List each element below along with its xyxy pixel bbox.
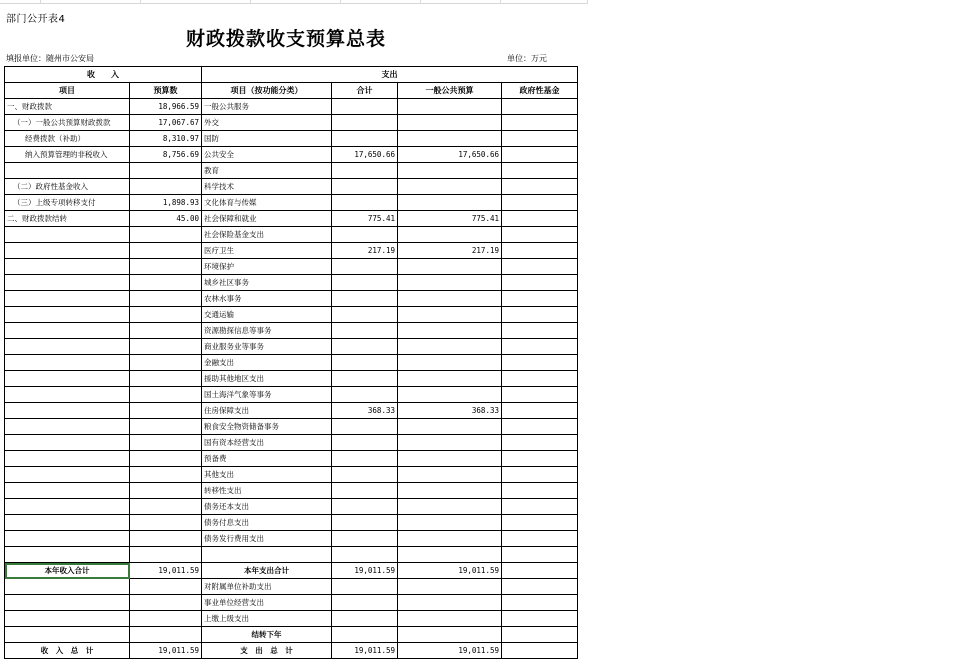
expense-fund-cell[interactable]	[502, 355, 578, 371]
income-item-cell[interactable]	[5, 531, 130, 547]
table-row	[5, 179, 578, 195]
expense-total-cell[interactable]	[332, 259, 398, 275]
table-row	[5, 451, 578, 467]
budget-table	[4, 66, 578, 659]
expense-total-cell[interactable]	[332, 483, 398, 499]
expense-fund-cell[interactable]	[502, 499, 578, 515]
income-budget-cell[interactable]	[130, 291, 202, 307]
expense-general-cell[interactable]	[398, 579, 502, 595]
expense-item-cell[interactable]: 转移性支出	[202, 483, 332, 499]
income-budget-cell[interactable]	[130, 467, 202, 483]
expense-item-cell[interactable]: 交通运输	[202, 307, 332, 323]
expense-fund-cell[interactable]	[502, 579, 578, 595]
page-title: 财政拨款收支预算总表	[185, 28, 386, 50]
expense-total-cell[interactable]	[332, 227, 398, 243]
expense-fund-cell[interactable]	[502, 243, 578, 259]
expense-total-cell[interactable]	[332, 419, 398, 435]
income-item-cell[interactable]	[5, 275, 130, 291]
expense-item-cell[interactable]: 预备费	[202, 451, 332, 467]
expense-fund-cell[interactable]	[502, 547, 578, 563]
income-budget-cell[interactable]	[130, 547, 202, 563]
expense-item-cell[interactable]: 教育	[202, 163, 332, 179]
expense-header[interactable]: 支出	[202, 67, 578, 83]
expense-item-cell[interactable]: 对附属单位补助支出	[202, 579, 332, 595]
expense-item-cell[interactable]: 上缴上级支出	[202, 611, 332, 627]
expense-general-cell[interactable]	[398, 595, 502, 611]
income-item-cell[interactable]	[5, 403, 130, 419]
income-item-cell[interactable]	[5, 419, 130, 435]
expense-total-cell[interactable]	[332, 387, 398, 403]
income-budget-cell[interactable]	[130, 435, 202, 451]
income-item-cell[interactable]	[5, 611, 130, 627]
table-row	[5, 323, 578, 339]
expense-general-cell[interactable]: 775.41	[398, 211, 502, 227]
expense-general-cell[interactable]	[398, 339, 502, 355]
table-row	[5, 387, 578, 403]
income-budget-cell[interactable]	[130, 307, 202, 323]
table-row	[5, 579, 578, 595]
expense-general-cell[interactable]	[398, 131, 502, 147]
income-budget-cell[interactable]: 8,756.69	[130, 147, 202, 163]
expense-general-cell[interactable]	[398, 371, 502, 387]
expense-general-cell[interactable]	[398, 387, 502, 403]
expense-fund-cell[interactable]	[502, 259, 578, 275]
col-item-header[interactable]: 项目	[5, 83, 130, 99]
expense-general-cell[interactable]	[398, 547, 502, 563]
expense-fund-cell[interactable]	[502, 419, 578, 435]
grand-expense-general-value[interactable]: 19,011.59	[398, 643, 502, 659]
expense-fund-cell[interactable]	[502, 371, 578, 387]
table-row	[5, 371, 578, 387]
expense-general-cell[interactable]	[398, 499, 502, 515]
income-item-cell[interactable]	[5, 259, 130, 275]
income-item-cell[interactable]	[5, 627, 130, 643]
grand-expense-fund-value[interactable]	[502, 643, 578, 659]
expense-item-cell[interactable]: 住房保障支出	[202, 403, 332, 419]
expense-item-cell[interactable]: 金融支出	[202, 355, 332, 371]
expense-fund-cell[interactable]	[502, 291, 578, 307]
income-item-cell[interactable]	[5, 483, 130, 499]
income-item-cell[interactable]	[5, 515, 130, 531]
expense-general-cell[interactable]	[398, 627, 502, 643]
table-row	[5, 355, 578, 371]
header-row-1	[5, 67, 578, 83]
income-item-cell[interactable]: 二、财政拨款结转	[5, 211, 130, 227]
expense-fund-cell[interactable]	[502, 307, 578, 323]
table-row	[5, 467, 578, 483]
expense-general-cell[interactable]	[398, 419, 502, 435]
expense-general-cell[interactable]	[398, 227, 502, 243]
expense-total-cell[interactable]	[332, 291, 398, 307]
year-expense-total-label[interactable]: 本年支出合计	[202, 563, 332, 579]
expense-general-cell[interactable]	[398, 611, 502, 627]
expense-general-cell[interactable]	[398, 355, 502, 371]
carry-forward-row	[5, 627, 578, 643]
col-total-header[interactable]: 合计	[332, 83, 398, 99]
currency-unit: 单位：万元	[507, 54, 547, 63]
income-budget-cell[interactable]: 17,067.67	[130, 115, 202, 131]
expense-fund-cell[interactable]	[502, 323, 578, 339]
income-budget-cell[interactable]	[130, 595, 202, 611]
col-general-header[interactable]: 一般公共预算	[398, 83, 502, 99]
income-budget-cell[interactable]	[130, 259, 202, 275]
income-item-cell[interactable]	[5, 499, 130, 515]
income-header[interactable]: 收 入	[5, 67, 202, 83]
expense-item-cell[interactable]: 国防	[202, 131, 332, 147]
income-item-cell[interactable]: （一）一般公共预算财政拨款	[5, 115, 130, 131]
expense-general-cell[interactable]	[398, 99, 502, 115]
income-budget-cell[interactable]: 45.00	[130, 211, 202, 227]
income-budget-cell[interactable]	[130, 243, 202, 259]
table-row	[5, 195, 578, 211]
expense-total-cell[interactable]: 17,650.66	[332, 147, 398, 163]
expense-item-cell[interactable]: 城乡社区事务	[202, 275, 332, 291]
expense-fund-cell[interactable]	[502, 483, 578, 499]
income-item-cell[interactable]	[5, 435, 130, 451]
expense-item-cell[interactable]: 债务还本支出	[202, 499, 332, 515]
expense-total-cell[interactable]	[332, 627, 398, 643]
income-item-cell[interactable]	[5, 547, 130, 563]
table-row	[5, 483, 578, 499]
table-row	[5, 99, 578, 115]
expense-total-cell[interactable]	[332, 531, 398, 547]
grand-expense-total-label[interactable]: 支 出 总 计	[202, 643, 332, 659]
table-row	[5, 499, 578, 515]
expense-fund-cell[interactable]	[502, 227, 578, 243]
income-budget-cell[interactable]: 1,898.93	[130, 195, 202, 211]
expense-item-cell[interactable]: 事业单位经营支出	[202, 595, 332, 611]
sheet-label: 部门公开表4	[6, 14, 66, 25]
income-budget-cell[interactable]: 8,310.97	[130, 131, 202, 147]
expense-total-cell[interactable]: 217.19	[332, 243, 398, 259]
income-item-cell[interactable]	[5, 323, 130, 339]
income-item-cell[interactable]: 纳入预算管理的非税收入	[5, 147, 130, 163]
income-item-cell[interactable]	[5, 451, 130, 467]
income-item-cell[interactable]	[5, 467, 130, 483]
expense-total-cell[interactable]	[332, 195, 398, 211]
expense-item-cell[interactable]: 外交	[202, 115, 332, 131]
income-item-cell[interactable]	[5, 595, 130, 611]
expense-fund-cell[interactable]	[502, 179, 578, 195]
income-item-cell[interactable]	[5, 307, 130, 323]
income-item-cell[interactable]: （三）上级专项转移支付	[5, 195, 130, 211]
expense-general-cell[interactable]	[398, 531, 502, 547]
table-row	[5, 435, 578, 451]
carry-forward-label[interactable]: 结转下年	[202, 627, 332, 643]
expense-item-cell[interactable]: 债务付息支出	[202, 515, 332, 531]
expense-total-cell[interactable]	[332, 275, 398, 291]
income-budget-cell[interactable]	[130, 323, 202, 339]
header-row-2	[5, 83, 578, 99]
income-budget-cell[interactable]	[130, 499, 202, 515]
expense-total-cell[interactable]	[332, 307, 398, 323]
expense-item-cell[interactable]: 农林水事务	[202, 291, 332, 307]
expense-general-cell[interactable]	[398, 259, 502, 275]
income-budget-cell[interactable]	[130, 483, 202, 499]
table-row	[5, 419, 578, 435]
table-row	[5, 147, 578, 163]
expense-item-cell[interactable]: 国有资本经营支出	[202, 435, 332, 451]
income-item-cell[interactable]: 一、财政拨款	[5, 99, 130, 115]
expense-fund-cell[interactable]	[502, 451, 578, 467]
table-row	[5, 403, 578, 419]
income-budget-cell[interactable]	[130, 579, 202, 595]
income-budget-cell[interactable]	[130, 531, 202, 547]
expense-fund-cell[interactable]	[502, 627, 578, 643]
table-row	[5, 595, 578, 611]
grand-income-total-label[interactable]: 收 入 总 计	[5, 643, 130, 659]
table-row	[5, 211, 578, 227]
income-budget-cell[interactable]	[130, 275, 202, 291]
table-row	[5, 163, 578, 179]
income-budget-cell[interactable]	[130, 227, 202, 243]
expense-total-cell[interactable]	[332, 371, 398, 387]
table-row	[5, 227, 578, 243]
expense-total-cell[interactable]	[332, 435, 398, 451]
income-budget-cell[interactable]	[130, 627, 202, 643]
expense-general-cell[interactable]	[398, 179, 502, 195]
expense-item-cell[interactable]: 公共安全	[202, 147, 332, 163]
expense-item-cell[interactable]: 一般公共服务	[202, 99, 332, 115]
expense-fund-cell[interactable]	[502, 195, 578, 211]
expense-total-cell[interactable]	[332, 339, 398, 355]
expense-item-cell[interactable]: 其他支出	[202, 467, 332, 483]
income-budget-cell[interactable]	[130, 371, 202, 387]
expense-item-cell[interactable]: 粮食安全物资储备事务	[202, 419, 332, 435]
expense-total-cell[interactable]	[332, 547, 398, 563]
table-row	[5, 515, 578, 531]
expense-item-cell[interactable]	[202, 547, 332, 563]
expense-general-cell[interactable]	[398, 483, 502, 499]
expense-fund-cell[interactable]	[502, 435, 578, 451]
income-item-cell[interactable]	[5, 163, 130, 179]
expense-total-cell[interactable]	[332, 451, 398, 467]
expense-general-cell[interactable]	[398, 451, 502, 467]
expense-general-cell[interactable]	[398, 115, 502, 131]
expense-total-cell[interactable]	[332, 611, 398, 627]
income-budget-cell[interactable]	[130, 355, 202, 371]
expense-total-cell[interactable]	[332, 323, 398, 339]
reporting-unit: 填报单位：随州市公安局	[6, 54, 94, 63]
income-budget-cell[interactable]	[130, 179, 202, 195]
expense-general-cell[interactable]	[398, 275, 502, 291]
table-row	[5, 339, 578, 355]
income-budget-cell[interactable]	[130, 515, 202, 531]
income-budget-cell[interactable]: 18,966.59	[130, 99, 202, 115]
income-item-cell[interactable]	[5, 243, 130, 259]
table-row	[5, 243, 578, 259]
income-budget-cell[interactable]	[130, 163, 202, 179]
expense-fund-cell[interactable]	[502, 467, 578, 483]
expense-item-cell[interactable]: 债务发行费用支出	[202, 531, 332, 547]
year-total-row	[5, 563, 578, 579]
col-budget-header[interactable]: 预算数	[130, 83, 202, 99]
table-row	[5, 547, 578, 563]
income-item-cell[interactable]	[5, 291, 130, 307]
column-header-strip	[0, 0, 588, 4]
income-item-cell[interactable]: （二）政府性基金收入	[5, 179, 130, 195]
table-row	[5, 115, 578, 131]
year-income-total-value[interactable]: 19,011.59	[130, 563, 202, 579]
expense-fund-cell[interactable]	[502, 99, 578, 115]
expense-fund-cell[interactable]	[502, 339, 578, 355]
expense-general-cell[interactable]	[398, 307, 502, 323]
expense-general-cell[interactable]: 217.19	[398, 243, 502, 259]
table-row	[5, 291, 578, 307]
table-row	[5, 307, 578, 323]
expense-item-cell[interactable]: 科学技术	[202, 179, 332, 195]
expense-item-cell[interactable]: 资源勘探信息等事务	[202, 323, 332, 339]
table-row	[5, 611, 578, 627]
expense-item-cell[interactable]: 商业服务业等事务	[202, 339, 332, 355]
expense-item-cell[interactable]: 医疗卫生	[202, 243, 332, 259]
expense-general-cell[interactable]	[398, 195, 502, 211]
expense-total-cell[interactable]	[332, 355, 398, 371]
expense-fund-cell[interactable]	[502, 115, 578, 131]
expense-general-cell[interactable]: 368.33	[398, 403, 502, 419]
table-row	[5, 531, 578, 547]
year-expense-general-value[interactable]: 19,011.59	[398, 563, 502, 579]
income-budget-cell[interactable]	[130, 387, 202, 403]
table-row	[5, 275, 578, 291]
expense-fund-cell[interactable]	[502, 211, 578, 227]
expense-fund-cell[interactable]	[502, 595, 578, 611]
grand-total-row	[5, 643, 578, 659]
expense-total-cell[interactable]: 368.33	[332, 403, 398, 419]
expense-fund-cell[interactable]	[502, 131, 578, 147]
expense-fund-cell[interactable]	[502, 515, 578, 531]
income-budget-cell[interactable]	[130, 451, 202, 467]
expense-fund-cell[interactable]	[502, 163, 578, 179]
income-item-cell[interactable]: 经费拨款（补助）	[5, 131, 130, 147]
income-budget-cell[interactable]	[130, 611, 202, 627]
expense-fund-cell[interactable]	[502, 275, 578, 291]
income-item-cell[interactable]	[5, 579, 130, 595]
expense-item-cell[interactable]: 援助其他地区支出	[202, 371, 332, 387]
expense-total-cell[interactable]	[332, 515, 398, 531]
expense-fund-cell[interactable]	[502, 611, 578, 627]
expense-fund-cell[interactable]	[502, 531, 578, 547]
expense-general-cell[interactable]	[398, 163, 502, 179]
expense-general-cell[interactable]	[398, 515, 502, 531]
income-budget-cell[interactable]	[130, 403, 202, 419]
expense-item-cell[interactable]: 社会保障和就业	[202, 211, 332, 227]
table-row	[5, 131, 578, 147]
grand-income-total-value[interactable]: 19,011.59	[130, 643, 202, 659]
expense-total-cell[interactable]: 775.41	[332, 211, 398, 227]
col-fund-header[interactable]: 政府性基金	[502, 83, 578, 99]
expense-total-cell[interactable]	[332, 499, 398, 515]
income-item-cell[interactable]	[5, 371, 130, 387]
expense-total-cell[interactable]	[332, 163, 398, 179]
year-income-total-label[interactable]: 本年收入合计	[5, 563, 130, 579]
income-item-cell[interactable]	[5, 339, 130, 355]
income-item-cell[interactable]	[5, 387, 130, 403]
col-func-header[interactable]: 项目（按功能分类）	[202, 83, 332, 99]
expense-general-cell[interactable]: 17,650.66	[398, 147, 502, 163]
grand-expense-total-value[interactable]: 19,011.59	[332, 643, 398, 659]
expense-general-cell[interactable]	[398, 467, 502, 483]
expense-total-cell[interactable]	[332, 179, 398, 195]
expense-total-cell[interactable]	[332, 579, 398, 595]
expense-total-cell[interactable]	[332, 99, 398, 115]
expense-item-cell[interactable]: 社会保险基金支出	[202, 227, 332, 243]
income-budget-cell[interactable]	[130, 339, 202, 355]
expense-fund-cell[interactable]	[502, 403, 578, 419]
expense-general-cell[interactable]	[398, 435, 502, 451]
table-row	[5, 259, 578, 275]
expense-total-cell[interactable]	[332, 467, 398, 483]
expense-total-cell[interactable]	[332, 131, 398, 147]
year-expense-fund-value[interactable]	[502, 563, 578, 579]
year-expense-total-value[interactable]: 19,011.59	[332, 563, 398, 579]
income-item-cell[interactable]	[5, 355, 130, 371]
expense-fund-cell[interactable]	[502, 147, 578, 163]
income-item-cell[interactable]	[5, 227, 130, 243]
expense-general-cell[interactable]	[398, 291, 502, 307]
expense-total-cell[interactable]	[332, 115, 398, 131]
expense-total-cell[interactable]	[332, 595, 398, 611]
expense-item-cell[interactable]: 文化体育与传媒	[202, 195, 332, 211]
income-budget-cell[interactable]	[130, 419, 202, 435]
expense-item-cell[interactable]: 国土海洋气象等事务	[202, 387, 332, 403]
expense-fund-cell[interactable]	[502, 387, 578, 403]
expense-general-cell[interactable]	[398, 323, 502, 339]
expense-item-cell[interactable]: 环境保护	[202, 259, 332, 275]
